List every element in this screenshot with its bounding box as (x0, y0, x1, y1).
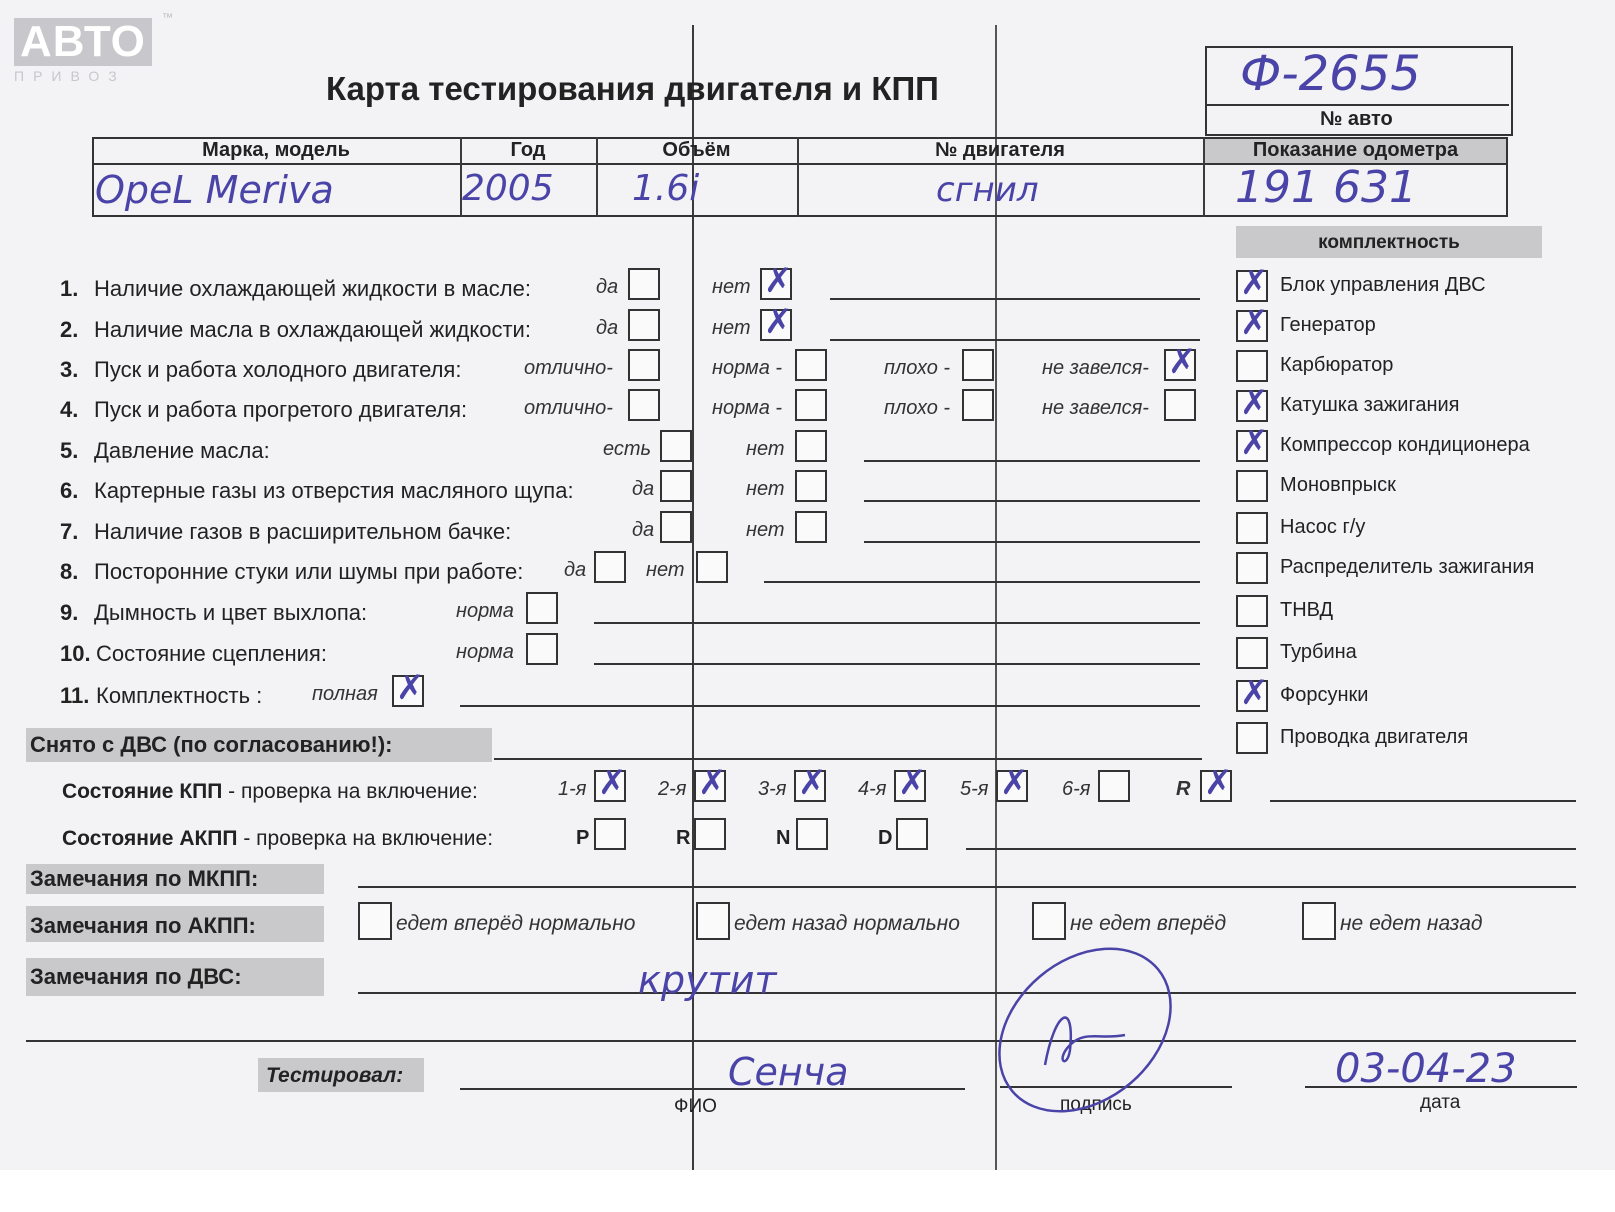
option-label: плохо - (884, 357, 951, 379)
question-number: 1. (60, 276, 79, 301)
model-value: OpeL Meriva (95, 168, 334, 212)
question-text: Наличие масла в охлаждающей жидкости: (94, 317, 531, 342)
tested-label: Тестировал: (266, 1064, 404, 1087)
akpp-mode-checkbox[interactable] (594, 818, 626, 850)
option-label: есть (603, 438, 652, 460)
question-number: 8. (60, 559, 79, 584)
question-number: 11. (60, 683, 90, 708)
option-checkbox[interactable] (660, 511, 692, 543)
check-mark-icon: ✗ (698, 763, 727, 803)
option-checkbox[interactable] (1164, 389, 1196, 421)
completeness-item-label: Блок управления ДВС (1280, 274, 1486, 296)
remarks-dvs-label: Замечания по ДВС: (30, 964, 242, 989)
akpp-mode-label: D (878, 827, 893, 849)
akpp-option-label: едет назад нормально (734, 912, 960, 935)
notes-line[interactable] (830, 339, 1200, 341)
akpp-option-checkbox[interactable] (358, 902, 392, 940)
divider (1205, 104, 1509, 106)
remarks-mkpp-label: Замечания по МКПП: (30, 866, 259, 891)
auto-number-value: Ф-2655 (1240, 46, 1421, 102)
notes-line[interactable] (594, 663, 1200, 665)
option-checkbox[interactable] (660, 470, 692, 502)
question-text: Посторонние стуки или шумы при работе: (94, 559, 524, 584)
option-label: нет (712, 276, 751, 298)
question-text: Давление масла: (94, 438, 270, 463)
fio-line[interactable] (460, 1088, 965, 1090)
option-label: нет (646, 559, 685, 581)
volume-header: Объём (662, 139, 731, 161)
akpp-option-checkbox[interactable] (1302, 902, 1336, 940)
option-checkbox[interactable] (526, 633, 558, 665)
option-label: не завелся- (1042, 357, 1149, 379)
notes-line[interactable] (864, 460, 1200, 462)
gear-label: 4-я (858, 778, 887, 800)
akpp-mode-label: P (576, 827, 590, 849)
notes-line[interactable] (594, 622, 1200, 624)
question-text: Наличие газов в расширительном бачке: (94, 519, 512, 544)
option-label: да (632, 478, 655, 500)
question-number: 2. (60, 317, 79, 342)
check-mark-icon: ✗ (1168, 342, 1197, 382)
completeness-item-label: Проводка двигателя (1280, 726, 1469, 748)
option-label: полная (312, 683, 378, 705)
check-mark-icon: ✗ (396, 668, 425, 708)
notes-line[interactable] (864, 500, 1200, 502)
option-label: нет (746, 519, 785, 541)
option-label: отлично- (524, 397, 613, 419)
completeness-item-label: ТНВД (1280, 599, 1334, 621)
gear-label: 2-я (658, 778, 687, 800)
option-label: да (564, 559, 587, 581)
akpp-mode-checkbox[interactable] (796, 818, 828, 850)
option-checkbox[interactable] (696, 551, 728, 583)
akpp-option-label: не едет назад (1340, 912, 1483, 935)
question-text: Картерные газы из отверстия масляного щупа: (94, 478, 574, 503)
completeness-checkbox[interactable] (1236, 637, 1268, 669)
odometer-header: Показание одометра (1252, 139, 1459, 161)
engine-number-value: сгнил (936, 170, 1039, 210)
page-title: Карта тестирования двигателя и КПП (326, 70, 939, 107)
model-header: Марка, модель (202, 139, 350, 161)
gear-label: R (1176, 778, 1191, 800)
date-caption: дата (1420, 1092, 1461, 1113)
question-number: 7. (60, 519, 79, 544)
completeness-checkbox[interactable] (1236, 552, 1268, 584)
question-number: 3. (60, 357, 79, 382)
notes-line[interactable] (864, 541, 1200, 543)
check-mark-icon: ✗ (1240, 303, 1269, 343)
option-checkbox[interactable] (628, 268, 660, 300)
check-mark-icon: ✗ (1000, 763, 1029, 803)
signature-caption: подпись (1060, 1094, 1132, 1115)
completeness-checkbox[interactable] (1236, 470, 1268, 502)
option-checkbox[interactable] (962, 349, 994, 381)
completeness-checkbox[interactable] (1236, 595, 1268, 627)
option-label: отлично- (524, 357, 613, 379)
check-mark-icon: ✗ (1240, 263, 1269, 303)
completeness-item-label: Компрессор кондиционера (1280, 434, 1530, 456)
option-checkbox[interactable] (660, 430, 692, 462)
option-checkbox[interactable] (628, 309, 660, 341)
removed-line[interactable] (494, 758, 1202, 760)
gear-checkbox[interactable] (1098, 770, 1130, 802)
check-mark-icon: ✗ (598, 763, 627, 803)
option-checkbox[interactable] (594, 551, 626, 583)
gear-label: 3-я (758, 778, 787, 800)
gear-label: 5-я (960, 778, 989, 800)
remarks-mkpp-line[interactable] (358, 886, 1576, 888)
option-label: не завелся- (1042, 397, 1149, 419)
logo: АВТО ПРИВОЗ ™ (14, 12, 173, 84)
completeness-item-label: Катушка зажигания (1280, 394, 1460, 416)
engine-number-header: № двигателя (935, 139, 1065, 161)
akpp-mode-label: N (776, 827, 791, 849)
option-checkbox[interactable] (526, 592, 558, 624)
akpp-mode-label: R (676, 827, 691, 849)
tester-name: Сенча (728, 1050, 849, 1094)
fio-caption: ФИО (674, 1096, 717, 1117)
check-mark-icon: ✗ (764, 261, 793, 301)
check-mark-icon: ✗ (798, 763, 827, 803)
check-mark-icon: ✗ (1240, 383, 1269, 423)
gear-label: 1-я (558, 778, 587, 800)
option-label: норма - (712, 397, 783, 419)
option-checkbox[interactable] (795, 389, 827, 421)
completeness-checkbox[interactable] (1236, 512, 1268, 544)
akpp-option-checkbox[interactable] (696, 902, 730, 940)
question-text: Пуск и работа прогретого двигателя: (94, 397, 468, 422)
akpp-mode-checkbox[interactable] (896, 818, 928, 850)
option-label: норма (456, 641, 514, 663)
notes-line[interactable] (830, 298, 1200, 300)
completeness-item-label: Форсунки (1280, 684, 1369, 706)
question-number: 6. (60, 478, 79, 503)
completeness-checkbox[interactable] (1236, 350, 1268, 382)
check-mark-icon: ✗ (1240, 673, 1269, 713)
date-value: 03-04-23 (1335, 1046, 1517, 1092)
question-number: 4. (60, 397, 79, 422)
question-number: 10. (60, 641, 91, 666)
check-mark-icon: ✗ (898, 763, 927, 803)
question-text: Комплектность : (96, 683, 263, 708)
option-label: да (632, 519, 655, 541)
akpp-mode-checkbox[interactable] (694, 818, 726, 850)
completeness-item-label: Насос г/у (1280, 516, 1366, 538)
akpp-option-checkbox[interactable] (1032, 902, 1066, 940)
akpp-notes-line[interactable] (966, 848, 1576, 850)
year-header: Год (510, 139, 546, 161)
option-label: норма - (712, 357, 783, 379)
completeness-item-label: Распределитель зажигания (1280, 556, 1535, 578)
completeness-title: комплектность (1318, 232, 1460, 253)
auto-number-label: № авто (1320, 108, 1393, 130)
akpp-option-label: не едет вперёд (1070, 912, 1227, 935)
option-label: нет (746, 478, 785, 500)
check-mark-icon: ✗ (1204, 763, 1233, 803)
completeness-item-label: Моновпрыск (1280, 474, 1396, 496)
remarks-dvs-line[interactable] (358, 992, 1576, 994)
option-checkbox[interactable] (795, 430, 827, 462)
notes-line[interactable] (460, 705, 1200, 707)
question-text: Состояние сцепления: (96, 641, 327, 666)
option-checkbox[interactable] (628, 389, 660, 421)
option-checkbox[interactable] (795, 349, 827, 381)
option-checkbox[interactable] (795, 470, 827, 502)
option-checkbox[interactable] (962, 389, 994, 421)
option-checkbox[interactable] (628, 349, 660, 381)
kpp-label: Состояние КПП - проверка на включение: (62, 780, 478, 803)
completeness-item-label: Генератор (1280, 314, 1376, 336)
question-number: 5. (60, 438, 79, 463)
akpp-label: Состояние АКПП - проверка на включение: (62, 827, 494, 850)
removed-label: Снято с ДВС (по согласованию!): (30, 732, 393, 757)
option-label: норма (456, 600, 514, 622)
odometer-value: 191 631 (1235, 162, 1417, 213)
remarks-akpp-label: Замечания по АКПП: (30, 913, 256, 938)
option-checkbox[interactable] (795, 511, 827, 543)
question-text: Наличие охлаждающей жидкости в масле: (94, 276, 531, 301)
option-label: нет (712, 317, 751, 339)
signature (975, 940, 1195, 1120)
kpp-notes-line[interactable] (1270, 800, 1576, 802)
volume-value: 1.6i (632, 168, 700, 209)
option-label: плохо - (884, 397, 951, 419)
question-text: Пуск и работа холодного двигателя: (94, 357, 462, 382)
completeness-item-label: Турбина (1280, 641, 1357, 663)
remarks-extra-line[interactable] (26, 1040, 1576, 1042)
check-mark-icon: ✗ (1240, 423, 1269, 463)
year-value: 2005 (462, 168, 554, 209)
check-mark-icon: ✗ (764, 302, 793, 342)
completeness-checkbox[interactable] (1236, 722, 1268, 754)
question-text: Дымность и цвет выхлопа: (94, 600, 368, 625)
notes-line[interactable] (764, 581, 1200, 583)
remarks-dvs-value: крутит (638, 958, 777, 1002)
option-label: да (596, 276, 619, 298)
option-label: нет (746, 438, 785, 460)
question-number: 9. (60, 600, 79, 625)
option-label: да (596, 317, 619, 339)
akpp-option-label: едет вперёд нормально (396, 912, 636, 935)
gear-label: 6-я (1062, 778, 1091, 800)
completeness-item-label: Карбюратор (1280, 354, 1394, 376)
